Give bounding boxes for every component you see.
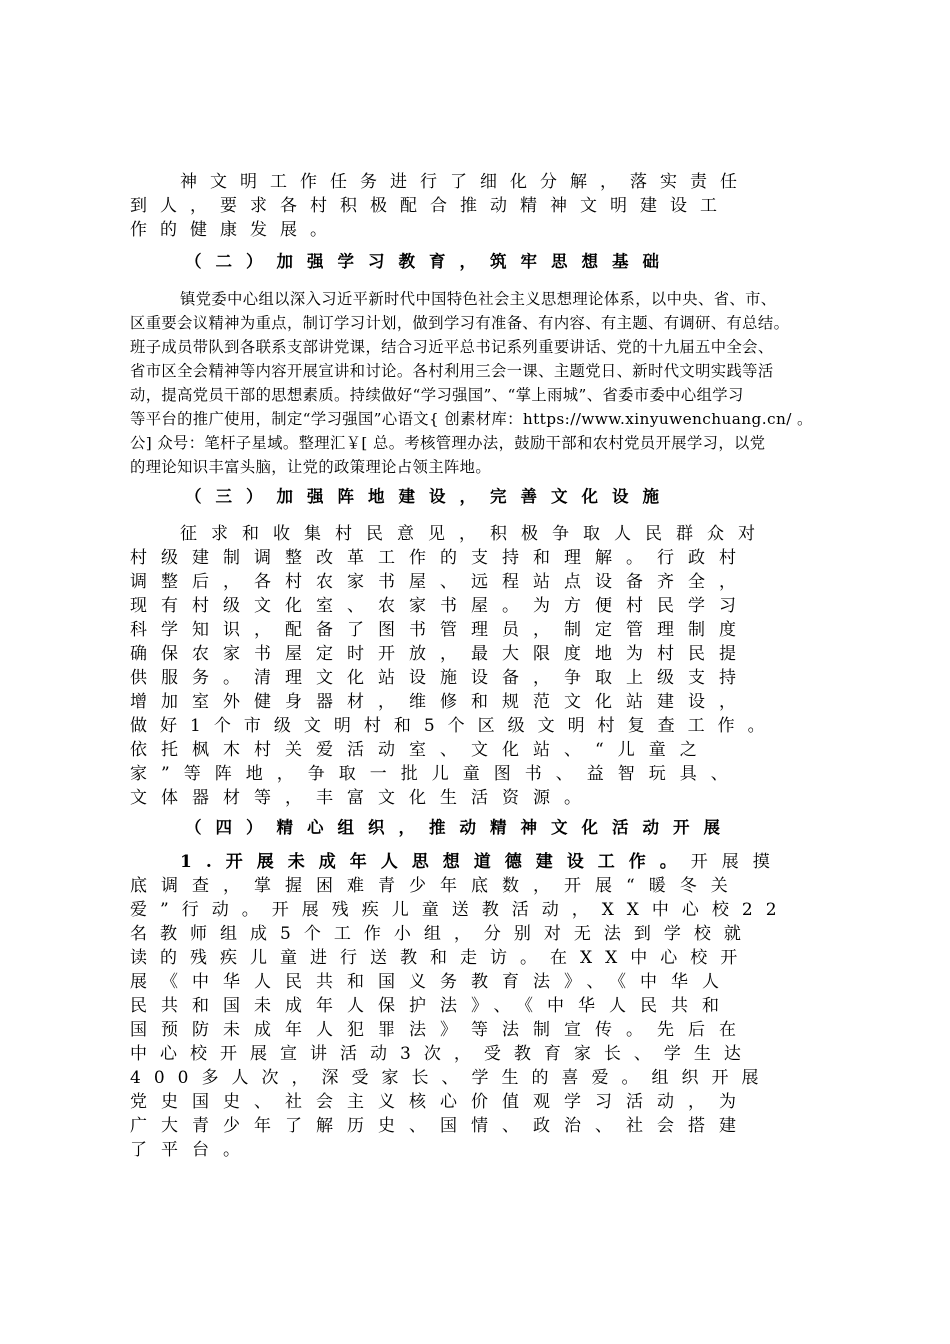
section4-heading: （四）精心组织，推动精神文化活动开展: [185, 818, 734, 837]
section2-line-1: 镇党委中心组以深入习近平新时代中国特色社会主义思想理论体系，以中央、省、市、: [180, 290, 777, 308]
section2-heading: （二）加强学习教育，筑牢思想基础: [185, 252, 673, 271]
section4-item1-first-line: [180, 850, 784, 874]
section1-line-2: 到人，要求各村积极配合推动精神文明建设工: [130, 196, 730, 216]
section4-line-10: 党史国史、社会主义核心价值观学习活动，为: [130, 1092, 750, 1112]
section3-line-1: 征求和收集村民意见，积极争取人民群众对: [180, 524, 769, 544]
section3-heading: （三）加强阵地建设，完善文化设施: [185, 487, 673, 506]
section3-line-7: 供服务。清理文化站设施设备，争取上级支持: [130, 668, 750, 688]
section3-line-4: 现有村级文化室、农家书屋。为方便村民学习: [130, 596, 750, 616]
section2-line-5: 动，提高党员干部的思想素质。持续做好“学习强国”、“掌上雨城”、省委市委中心组学习: [130, 386, 744, 404]
section2-line-6: 等平台的推广使用，制定“学习强国”心语文{ 创素材库：https://www.xinyuwenchuang.cn/ 。: [130, 410, 813, 428]
section4-line-11: 广大青少年了解历史、国情、政治、社会搭建: [130, 1116, 750, 1136]
section3-line-10: 依托枫木村关爱活动室、文化站、“儿童之: [130, 740, 711, 760]
section4-line-4: 读的残疾儿童进行送教和走访。在XX中心校开: [130, 948, 751, 968]
section4-line-3: 名教师组成5个工作小组，分别对无法到学校就: [130, 924, 754, 944]
section4-line-2: 爱”行动。开展残疾儿童送教活动，XX中心校22: [130, 900, 790, 920]
section3-line-12: 文体器材等，丰富文化生活资源。: [130, 788, 595, 808]
section4-line-5: 展《中华人民共和国义务教育法》、《中华人: [130, 972, 733, 992]
section3-line-2: 村级建制调整改革工作的支持和理解。行政村: [130, 548, 750, 568]
section3-line-5: 科学知识，配备了图书管理员，制定管理制度: [130, 620, 750, 640]
section4-item1-title: 1.开展未成年人思想道德建设工作。: [180, 852, 691, 872]
section4-line-12: 了平台。: [130, 1140, 254, 1160]
section2-line-8: 的理论知识丰富头脑，让党的政策理论占领主阵地。: [130, 458, 492, 476]
section2-line-7: 公] 众号：笔杆子星域。整理汇￥[ 总。考核管理办法，鼓励干部和农村党员开展学习，以党: [130, 434, 766, 452]
section3-line-8: 增加室外健身器材，维修和规范文化站建设，: [130, 692, 750, 712]
section4-line-1: 底调查，掌握困难青少年底数，开展“暖冬关: [130, 876, 742, 896]
section4-line-9: 400多人次，深受家长、学生的喜爱。组织开展: [130, 1068, 772, 1088]
section4-line-8: 中心校开展宣讲活动3次，受教育家长、学生达: [130, 1044, 754, 1064]
section2-line-2: 区重要会议精神为重点，制订学习计划，做到学习有准备、有内容、有主题、有调研、有总结。: [130, 314, 790, 332]
section4-line-7: 国预防未成年人犯罪法》等法制宣传。先后在: [130, 1020, 750, 1040]
section1-line-3: 作的健康发展。: [130, 220, 340, 240]
section4-line-6: 民共和国未成年人保护法》、《中华人民共和: [130, 996, 733, 1016]
section3-line-6: 确保农家书屋定时开放，最大限度地为村民提: [130, 644, 750, 664]
section3-line-11: 家”等阵地，争取一批儿童图书、益智玩具、: [130, 764, 742, 784]
section2-line-4: 省市区全会精神等内容开展宣讲和讨论。各村利用三会一课、主题党日、新时代文明实践等活: [130, 362, 774, 380]
section1-line-1: 神文明工作任务进行了细化分解，落实责任: [180, 172, 750, 192]
section3-line-3: 调整后，各村农家书屋、远程站点设备齐全，: [130, 572, 750, 592]
section3-line-9: 做好1个市级文明村和5个区级文明村复查工作。: [130, 716, 778, 736]
section4-item1-first-rest: 开展摸: [690, 852, 784, 872]
section2-line-3: 班子成员带队到各联系支部讲党课，结合习近平总书记系列重要讲话、党的十九届五中全会、: [130, 338, 774, 356]
